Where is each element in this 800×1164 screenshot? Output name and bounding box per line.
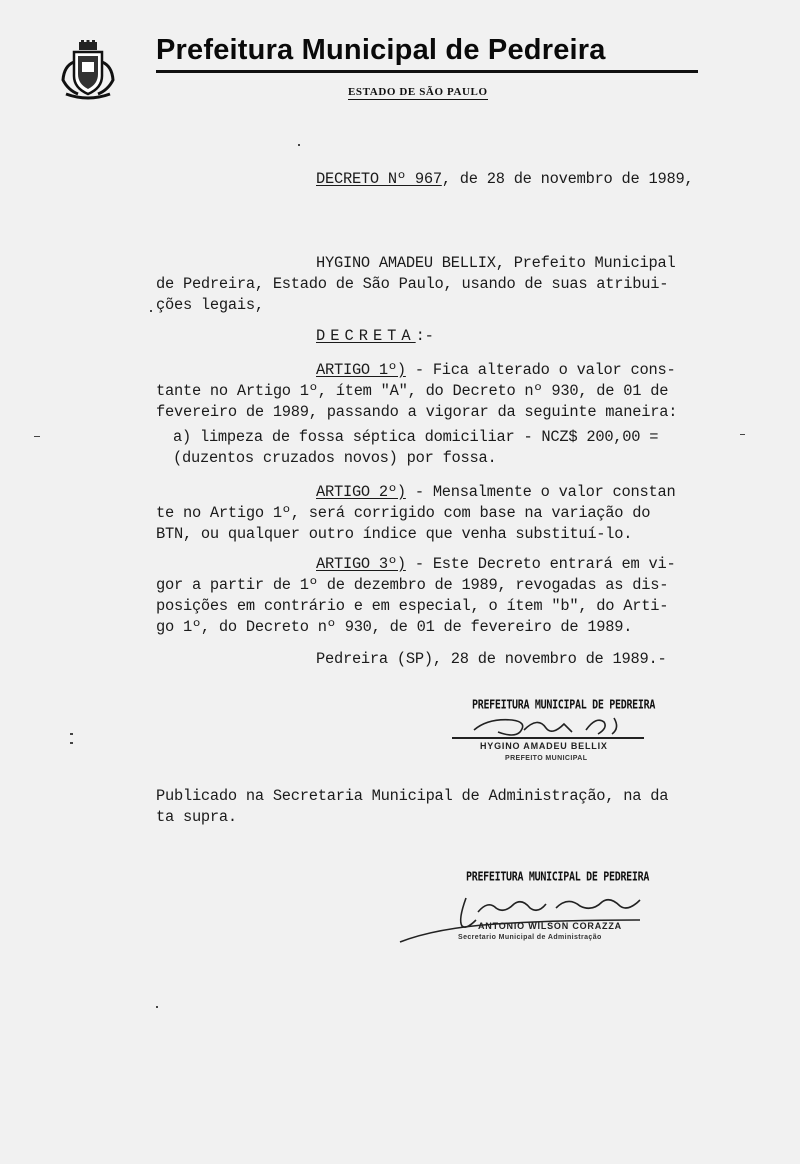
signature1-stamp: PREFEITURA MUNICIPAL DE PEDREIRA: [472, 698, 656, 713]
article1-item: a) limpeza de fossa séptica domiciliar - NCZ$ 200,00 =: [173, 428, 659, 446]
scan-speck: [34, 436, 40, 437]
municipal-crest-icon: [60, 40, 116, 100]
article1-item: (duzentos cruzados novos) por fossa.: [173, 449, 497, 467]
article2-label: ARTIGO 2º): [316, 483, 406, 501]
letterhead-title: Prefeitura Municipal de Pedreira: [156, 34, 606, 66]
closing-place-date: Pedreira (SP), 28 de novembro de 1989.-: [316, 650, 667, 668]
preamble-line: ções legais,: [156, 296, 264, 314]
article3-line: posições em contrário e em especial, o ítem "b", do Arti-: [156, 597, 669, 615]
publication-line: Publicado na Secretaria Municipal de Administração, na da: [156, 787, 669, 805]
scan-speck: [150, 310, 152, 312]
article1-line: ARTIGO 1º) - Fica alterado o valor cons-: [316, 361, 676, 379]
signature2-stamp: PREFEITURA MUNICIPAL DE PEDREIRA: [466, 870, 650, 885]
scan-speck: [740, 434, 745, 435]
preamble-line: de Pedreira, Estado de São Paulo, usando de suas atribui-: [156, 275, 669, 293]
decreta-suffix: :-: [415, 327, 434, 345]
decreta-heading: [316, 327, 434, 345]
decree-date: , de 28 de novembro de 1989,: [441, 170, 694, 188]
decree-number: DECRETO Nº 967: [316, 170, 442, 188]
signature1-rule: [452, 737, 644, 739]
article3-line: gor a partir de 1º de dezembro de 1989, revogadas as dis-: [156, 576, 669, 594]
article2-line: ARTIGO 2º) - Mensalmente o valor constan: [316, 483, 676, 501]
decree-header: [316, 170, 693, 188]
publication-line: ta supra.: [156, 808, 237, 826]
preamble-line: HYGINO AMADEU BELLIX, Prefeito Municipal: [316, 254, 676, 272]
article1-label: ARTIGO 1º): [316, 361, 406, 379]
signature1-name: HYGINO AMADEU BELLIX: [480, 741, 608, 751]
scan-speck: [70, 742, 73, 744]
article1-line: fevereiro de 1989, passando a vigorar da seguinte maneira:: [156, 403, 678, 421]
article2-line: te no Artigo 1º, será corrigido com base na variação do: [156, 504, 651, 522]
signature2-role: Secretario Municipal de Administração: [458, 934, 602, 941]
article2-line: BTN, ou qualquer outro índice que venha substituí-lo.: [156, 525, 633, 543]
scan-speck: [156, 1006, 158, 1008]
signature2-name: ANTONIO WILSON CORAZZA: [478, 921, 622, 931]
scan-speck: [70, 733, 73, 735]
signature1-role: PREFEITO MUNICIPAL: [505, 755, 588, 762]
article3-line: go 1º, do Decreto nº 930, de 01 de fevereiro de 1989.: [156, 618, 633, 636]
article3-line: ARTIGO 3º) - Este Decreto entrará em vi-: [316, 555, 676, 573]
scan-speck: [298, 144, 300, 146]
article3-label: ARTIGO 3º): [316, 555, 406, 573]
signature1-handwriting: [468, 712, 638, 740]
article1-line: tante no Artigo 1º, ítem "A", do Decreto nº 930, de 01 de: [156, 382, 669, 400]
title-rule: [156, 70, 698, 73]
letterhead-state: ESTADO DE SÃO PAULO: [348, 86, 488, 98]
decreta-word: DECRETA: [316, 327, 416, 345]
